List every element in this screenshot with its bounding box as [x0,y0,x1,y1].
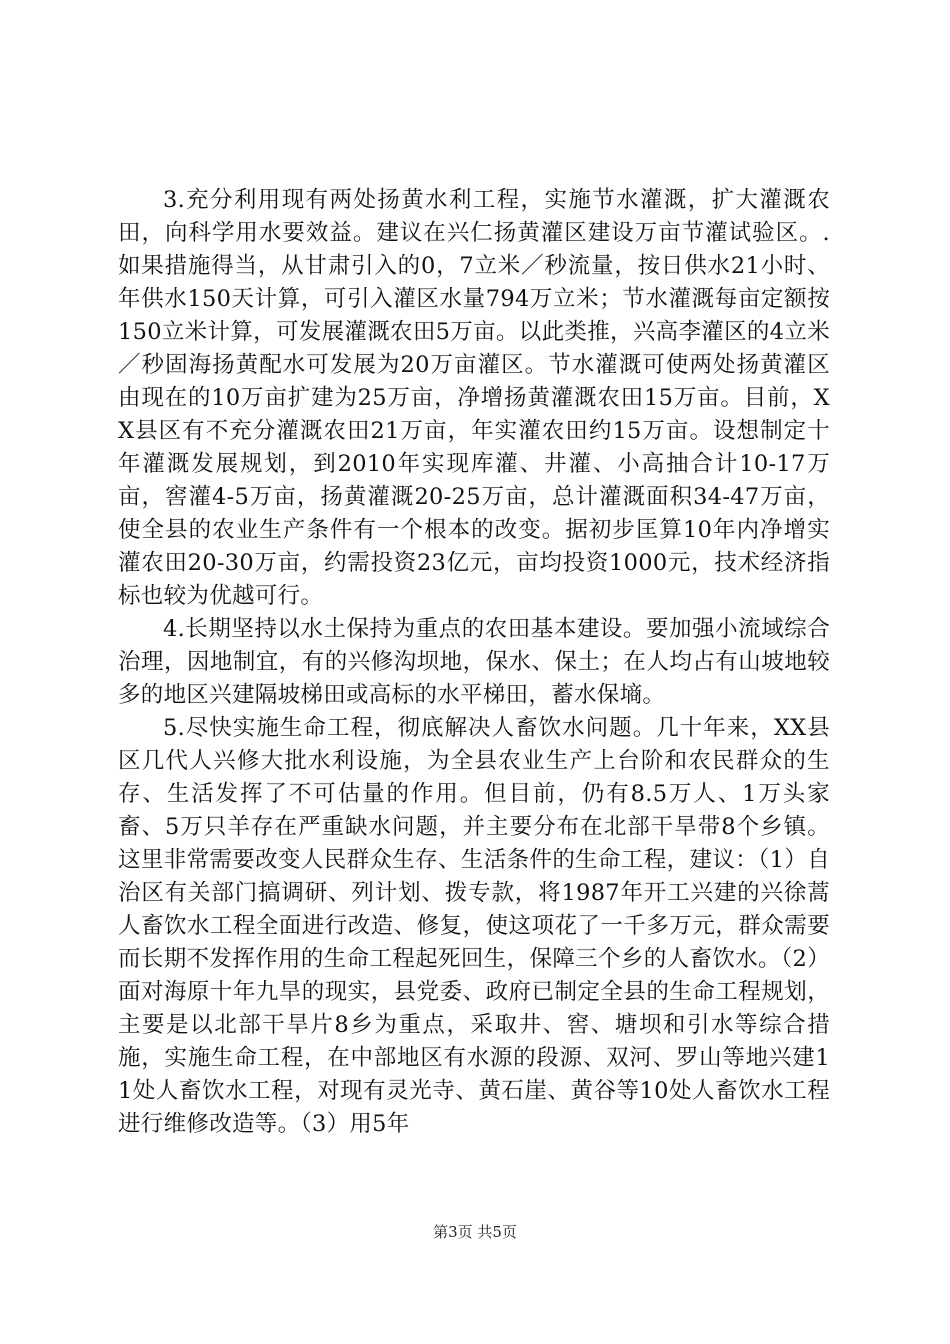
document-body [118,184,830,1141]
paragraph-item-4: 4.长期坚持以水土保持为重点的农田基本建设。要加强小流域综合治理，因地制宜，有的兴修沟坝地，保水、保土；在人均占有山坡地较多的地区兴建隔坡梯田或高标的水平梯田，蓄水保墒。 [118,616,830,708]
page-number-label: 第3页 共5页 [433,1223,517,1241]
paragraph-item-3: 3.充分利用现有两处扬黄水利工程，实施节水灌溉，扩大灌溉农田，向科学用水要效益。建议在兴仁扬黄灌区建设万亩节灌试验区。.如果措施得当，从甘肃引入的0，7立米／秒流量，按日供水21小时、年供水150天计算，可引入灌区水量794万立米；节水灌溉每亩定额按150立米计算，可发展灌溉农田5万亩。以此类推，兴高李灌区的4立米／秒固海扬黄配水可发展为20万亩灌区。节水灌溉可使两处扬黄灌区由现在的10万亩扩建为25万亩，净增扬黄灌溉农田15万亩。目前，XX县区有不充分灌溉农田21万亩，年实灌农田约15万亩。设想制定十年灌溉发展规划，到2010年实现库灌、井灌、小高抽合计10-17万亩，窖灌4-5万亩，扬黄灌溉20-25万亩，总计灌溉面积34-47万亩，使全县的农业生产条件有一个根本的改变。据初步匡算10年内净增实灌农田20-30万亩，约需投资23亿元，亩均投资1000元，技术经济指标也较为优越可行。 [118,187,830,609]
paragraph-item-5: 5.尽快实施生命工程，彻底解决人畜饮水问题。几十年来，XX县区几代人兴修大批水利设施，为全县农业生产上台阶和农民群众的生存、生活发挥了不可估量的作用。但目前，仍有8.5万人、1万头家畜、5万只羊存在严重缺水问题，并主要分布在北部干旱带8个乡镇。这里非常需要改变人民群众生存、生活条件的生命工程，建议：（1）自治区有关部门搞调研、列计划、拨专款，将1987年开工兴建的兴徐蒿人畜饮水工程全面进行改造、修复，使这项花了一千多万元，群众需要而长期不发挥作用的生命工程起死回生，保障三个乡的人畜饮水。（2）面对海原十年九旱的现实，县党委、政府已制定全县的生命工程规划，主要是以北部干旱片8乡为重点，采取井、窖、塘坝和引水等综合措施，实施生命工程，在中部地区有水源的段源、双河、罗山等地兴建11处人畜饮水工程，对现有灵光寺、黄石崖、黄谷等10处人畜饮水工程进行维修改造等。（3）用5年 [118,715,830,1137]
page-footer [0,1222,950,1242]
